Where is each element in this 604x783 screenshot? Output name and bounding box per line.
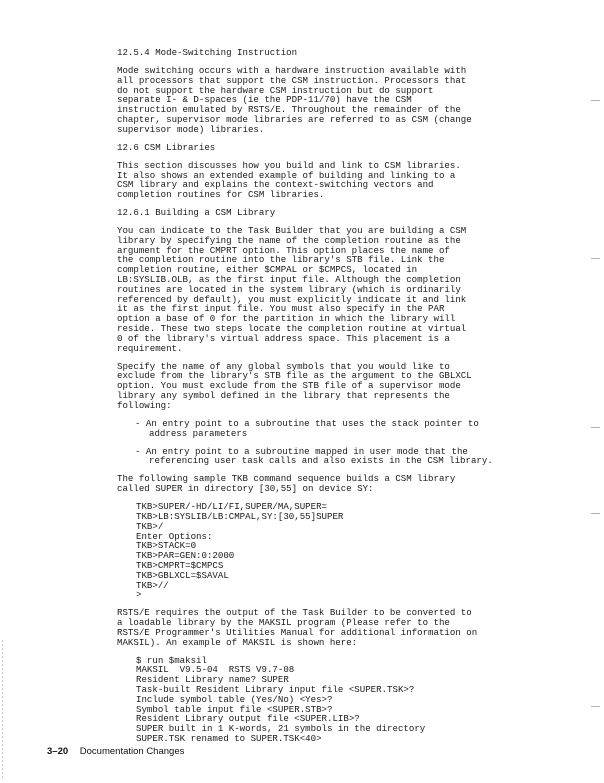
document-body: [117, 47, 493, 752]
text-line: RSTS/E requires the output of the Task Builder to be converted to: [117, 607, 472, 619]
text-line: MAKSIL V9.5-04 RSTS V9.7-08: [136, 664, 295, 676]
paragraph: [117, 608, 487, 647]
text-line: referencing user task calls and also exists in the CSM library.: [149, 455, 493, 467]
text-line: Include symbol table (Yes/No) <Yes>?: [136, 693, 333, 705]
text-line: completion routine, either $CMPAL or $CMPCS, located in: [117, 264, 418, 276]
text-line: requirement.: [117, 342, 183, 354]
text-line: a loadable library by the MAKSIL program (Please refer to the: [117, 617, 450, 629]
text-line: MAKSIL). An example of MAKSIL is shown here:: [117, 636, 358, 648]
text-line: SUPER.TSK renamed to SUPER.TSK<40>: [136, 733, 322, 745]
paragraph: [117, 474, 487, 494]
text-line: exclude from the library's STB file as the argument to the GBLXCL: [117, 370, 472, 382]
text-line: Task-built Resident Library input file <SUPER.TSK>?: [136, 684, 415, 696]
text-line: Enter Options:: [136, 530, 213, 542]
text-line: Symbol table input file <SUPER.STB>?: [136, 703, 333, 715]
code-example: [117, 656, 487, 744]
text-line: TKB>STACK=0: [136, 540, 197, 552]
text-line: TKB>//: [136, 579, 169, 591]
text-line: 0 of the library's virtual address space. This placement is a: [117, 332, 450, 344]
section-heading: [117, 48, 487, 58]
page-number: 3–20: [47, 746, 69, 757]
text-line: routines are located in the system library (which is ordinarily: [117, 283, 461, 295]
text-line: LB:SYSLIB.OLB, as the first input file. Although the completion: [117, 274, 461, 286]
text-line: TKB>GBLXCL=$SAVAL: [136, 569, 229, 581]
text-line: 12.5.4 Mode-Switching Instruction: [117, 47, 298, 58]
margin-mark: [591, 100, 600, 101]
text-line: option. You must exclude from the STB file of a supervisor mode: [117, 380, 461, 392]
text-line: You can indicate to the Task Builder that you are building a CSM: [117, 225, 467, 237]
page-footer: [47, 746, 184, 757]
text-line: argument for the CMPRT option. This option places the name of: [117, 244, 450, 256]
text-line: TKB>CMPRT=$CMPCS: [136, 559, 224, 571]
text-line: 12.6.1 Building a CSM Library: [117, 207, 276, 219]
text-line: library by specifying the name of the completion routine as the: [117, 234, 461, 246]
text-line: - An entry point to a subroutine that uses the stack pointer to: [135, 417, 479, 429]
text-line: reside. These two steps locate the completion routine at virtual: [117, 323, 467, 335]
paragraph: [117, 161, 487, 200]
text-line: it as the first input file. You must also specify in the PAR: [117, 303, 445, 315]
text-line: separate I- & D-spaces (ie the PDP-11/70) have the CSM: [117, 94, 412, 106]
bullet-item: [117, 445, 493, 467]
text-line: completion routines for CSM libraries.: [117, 189, 325, 201]
text-line: address parameters: [149, 427, 248, 439]
text-line: TKB>PAR=GEN:0:2000: [136, 550, 235, 562]
section-heading: [117, 208, 487, 218]
text-line: Resident Library output file <SUPER.LIB>?: [136, 713, 360, 725]
margin-mark: [591, 427, 600, 428]
section-heading: [117, 143, 487, 153]
paragraph: [117, 226, 487, 353]
text-line: This section discusses how you build and link to CSM libraries.: [117, 159, 461, 171]
text-line: >: [136, 589, 142, 601]
text-line: - An entry point to a subroutine mapped in user mode that the: [135, 445, 468, 457]
bullet-item: [117, 419, 487, 439]
text-line: called SUPER in directory [30,55] on device SY:: [117, 483, 374, 495]
margin-mark: [591, 513, 600, 514]
text-line: all processors that support the CSM instruction. Processors that: [117, 74, 467, 86]
text-line: library any symbol defined in the library that represents the: [117, 390, 450, 402]
text-line: referenced by default), you must explicitly indicate it and link: [117, 293, 467, 305]
text-line: TKB>/: [136, 520, 164, 532]
text-line: SUPER built in 1 K-words, 21 symbols in the directory: [136, 723, 426, 735]
paragraph: [117, 362, 487, 411]
text-line: TKB>SUPER/-HD/LI/FI,SUPER/MA,SUPER=: [136, 501, 327, 513]
text-line: Resident Library name? SUPER: [136, 674, 289, 686]
text-line: TKB>LB:SYSLIB/LB:CMPAL,SY:[30,55]SUPER: [136, 510, 344, 522]
text-line: Mode switching occurs with a hardware instruction available with: [117, 64, 467, 76]
text-line: following:: [117, 399, 172, 411]
text-line: the completion routine into the library's STB file. Link the: [117, 254, 445, 266]
text-line: Specify the name of any global symbols that you would like to: [117, 360, 450, 372]
text-line: supervisor mode) libraries.: [117, 123, 265, 135]
text-line: $ run $maksil: [136, 654, 207, 666]
text-line: option a base of 0 for the partition in which the library will: [117, 313, 456, 325]
footer-section-title: Documentation Changes: [79, 746, 185, 757]
text-line: It also shows an extended example of building and linking to a: [117, 169, 456, 181]
text-line: CSM library and explains the context-switching vectors and: [117, 179, 434, 191]
code-example: [117, 502, 487, 600]
text-line: 12.6 CSM Libraries: [117, 141, 216, 153]
text-line: instruction emulated by RSTS/E. Throughout the remainder of the: [117, 104, 461, 116]
text-line: chapter, supervisor mode libraries are referred to as CSM (change: [117, 113, 472, 125]
margin-mark: [591, 706, 600, 707]
text-line: do not support the hardware CSM instruction but do support: [117, 84, 434, 96]
scan-edge: [2, 640, 3, 780]
text-line: RSTS/E Programmer's Utilities Manual for additional information on: [117, 626, 478, 638]
paragraph: [117, 66, 487, 135]
text-line: The following sample TKB command sequence builds a CSM library: [117, 473, 456, 485]
margin-mark: [591, 258, 600, 259]
